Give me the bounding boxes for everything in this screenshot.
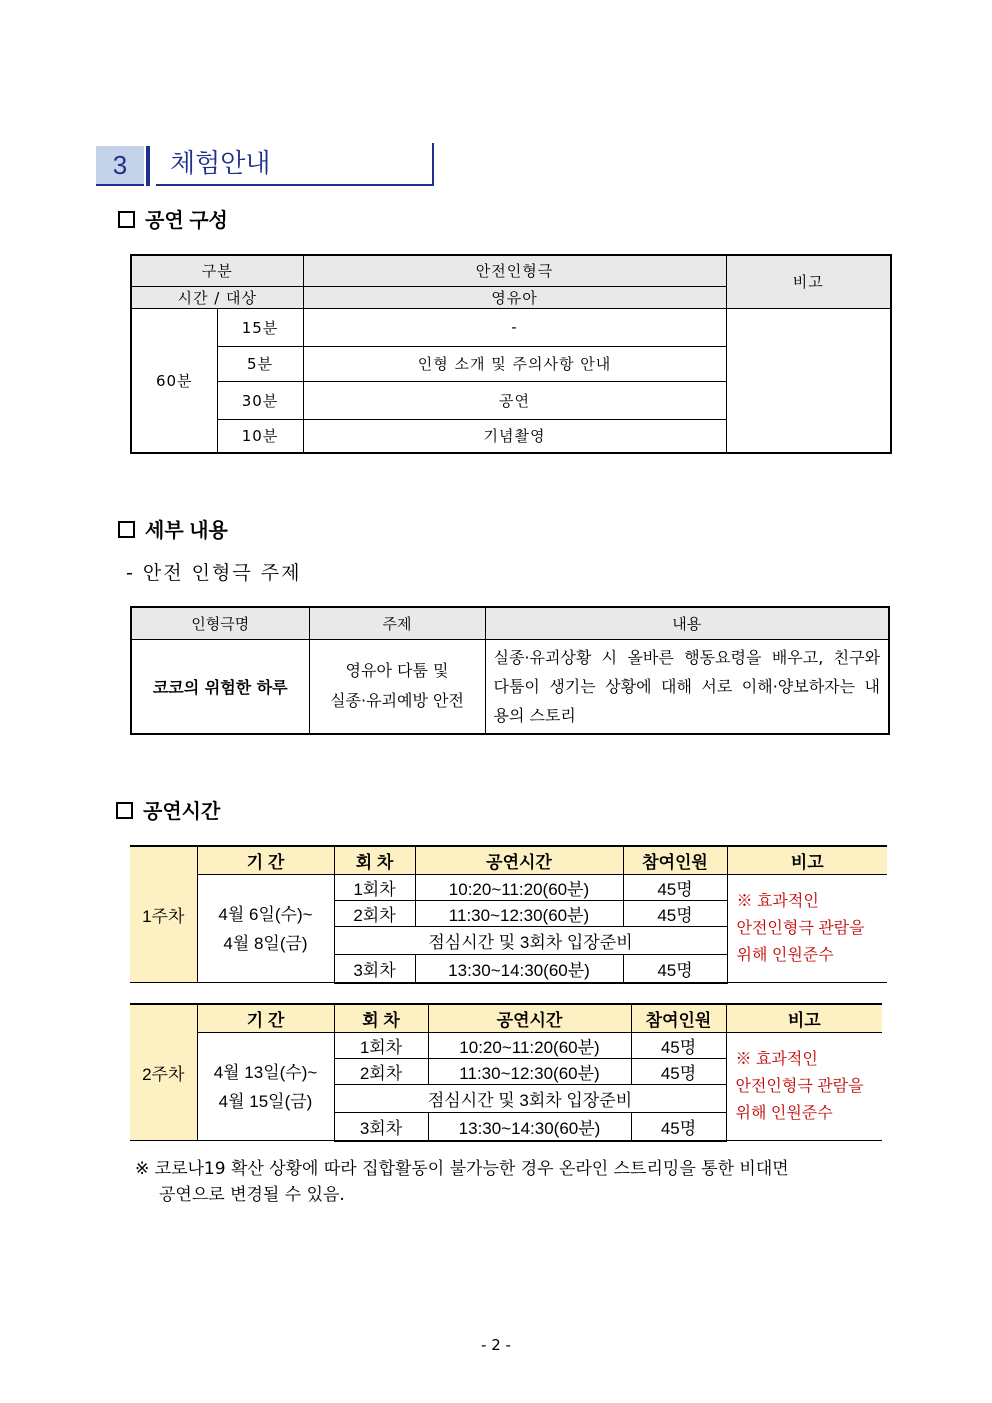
row-content: 공연 bbox=[303, 381, 726, 419]
row-content: 인형 소개 및 주의사항 안내 bbox=[303, 346, 726, 381]
section-divider bbox=[146, 146, 150, 186]
lunch-break: 점심시간 및 3회차 입장준비 bbox=[334, 927, 727, 955]
row-content: - bbox=[303, 308, 726, 346]
period bbox=[197, 1033, 334, 1141]
period-line: 4월 6일(수)~ bbox=[218, 904, 313, 924]
section-title: 체험안내 bbox=[156, 143, 434, 186]
schedule-heading-text: 공연시간 bbox=[143, 801, 221, 823]
period bbox=[197, 875, 334, 983]
play-content bbox=[485, 640, 889, 734]
session-round: 2회차 bbox=[334, 901, 415, 927]
total-duration: 60분 bbox=[131, 308, 217, 453]
header-time: 공연시간 bbox=[428, 1004, 631, 1033]
play-theme bbox=[309, 640, 485, 734]
session-time: 10:20~11:20(60분) bbox=[428, 1033, 631, 1059]
schedule-note bbox=[726, 1033, 882, 1141]
schedule-note bbox=[727, 875, 887, 983]
schedule-table-week2 bbox=[130, 1003, 882, 1142]
details-table bbox=[130, 606, 890, 735]
details-heading bbox=[118, 514, 228, 543]
session-time: 11:30~12:30(60분) bbox=[428, 1059, 631, 1085]
note-line: 위해 인원준수 bbox=[736, 947, 834, 964]
note-line: 안전인형극 관람을 bbox=[736, 920, 865, 937]
row-content: 기념촬영 bbox=[303, 419, 726, 453]
theme-line: 실종·유괴예방 안전 bbox=[330, 691, 464, 711]
session-people: 45명 bbox=[623, 955, 727, 983]
session-round: 3회차 bbox=[334, 955, 415, 983]
content-line: 용의 스토리 bbox=[493, 705, 576, 725]
week-label: 2주차 bbox=[130, 1004, 197, 1141]
header-period: 기 간 bbox=[197, 846, 334, 875]
header-time-target: 시간 / 대상 bbox=[131, 286, 303, 308]
schedule-table-week1 bbox=[130, 845, 887, 984]
header-target: 영유아 bbox=[303, 286, 726, 308]
content-line: 다툼이 생기는 상황에 대해 서로 이해·양보하자는 내 bbox=[493, 676, 880, 696]
note-line: ※ 효과적인 bbox=[735, 1051, 818, 1068]
note-cell bbox=[726, 308, 891, 453]
header-theme: 주제 bbox=[309, 607, 485, 640]
header-people: 참여인원 bbox=[623, 846, 727, 875]
details-heading-text: 세부 내용 bbox=[145, 520, 228, 542]
note-line: 위해 인원준수 bbox=[735, 1105, 833, 1122]
header-round: 회 차 bbox=[334, 846, 415, 875]
checkbox-square-icon bbox=[118, 211, 135, 228]
period-line: 4월 13일(수)~ bbox=[213, 1062, 318, 1082]
session-people: 45명 bbox=[623, 901, 727, 927]
session-time: 13:30~14:30(60분) bbox=[415, 955, 623, 983]
checkbox-square-icon bbox=[118, 521, 135, 538]
header-gubun: 구분 bbox=[131, 255, 303, 286]
header-note: 비고 bbox=[726, 1004, 882, 1033]
period-line: 4월 15일(금) bbox=[218, 1091, 313, 1111]
period-line: 4월 8일(금) bbox=[223, 933, 308, 953]
perf-structure-heading-text: 공연 구성 bbox=[145, 210, 228, 232]
lunch-break: 점심시간 및 3회차 입장준비 bbox=[334, 1085, 726, 1113]
page-number: - 2 - bbox=[481, 1336, 511, 1354]
header-note: 비고 bbox=[726, 255, 891, 308]
content-line: 실종·유괴상황 시 올바른 행동요령을 배우고, 친구와 bbox=[493, 647, 880, 667]
header-round: 회 차 bbox=[334, 1004, 428, 1033]
header-period: 기 간 bbox=[197, 1004, 334, 1033]
note-line: 안전인형극 관람을 bbox=[735, 1078, 864, 1095]
session-people: 45명 bbox=[631, 1059, 726, 1085]
header-play: 안전인형극 bbox=[303, 255, 726, 286]
header-content: 내용 bbox=[485, 607, 889, 640]
play-name: 코코의 위험한 하루 bbox=[131, 640, 309, 734]
row-time: 10분 bbox=[217, 419, 303, 453]
session-round: 1회차 bbox=[334, 1033, 428, 1059]
session-time: 10:20~11:20(60분) bbox=[415, 875, 623, 901]
header-people: 참여인원 bbox=[631, 1004, 726, 1033]
header-time: 공연시간 bbox=[415, 846, 623, 875]
session-people: 45명 bbox=[631, 1033, 726, 1059]
session-time: 11:30~12:30(60분) bbox=[415, 901, 623, 927]
theme-line: 영유아 다툼 및 bbox=[345, 661, 449, 681]
header-play-name: 인형극명 bbox=[131, 607, 309, 640]
footnote-line: 공연으로 변경될 수 있음. bbox=[159, 1185, 345, 1205]
row-time: 30분 bbox=[217, 381, 303, 419]
details-subtitle: - 안전 인형극 주제 bbox=[126, 562, 302, 584]
session-round: 1회차 bbox=[334, 875, 415, 901]
header-note: 비고 bbox=[727, 846, 887, 875]
schedule-heading bbox=[116, 795, 220, 824]
session-time: 13:30~14:30(60분) bbox=[428, 1113, 631, 1141]
row-time: 15분 bbox=[217, 308, 303, 346]
week-label: 1주차 bbox=[130, 846, 197, 983]
row-time: 5분 bbox=[217, 346, 303, 381]
session-round: 3회차 bbox=[334, 1113, 428, 1141]
session-round: 2회차 bbox=[334, 1059, 428, 1085]
perf-structure-table bbox=[130, 254, 892, 454]
checkbox-square-icon bbox=[116, 802, 133, 819]
perf-structure-heading bbox=[118, 204, 228, 233]
section-number: 3 bbox=[96, 146, 144, 186]
footnote-line: ※ 코로나19 확산 상황에 따라 집합활동이 불가능한 경우 온라인 스트리밍을 통한 비대면 bbox=[135, 1159, 789, 1179]
note-line: ※ 효과적인 bbox=[736, 893, 819, 910]
session-people: 45명 bbox=[631, 1113, 726, 1141]
footnote bbox=[135, 1156, 885, 1208]
session-people: 45명 bbox=[623, 875, 727, 901]
